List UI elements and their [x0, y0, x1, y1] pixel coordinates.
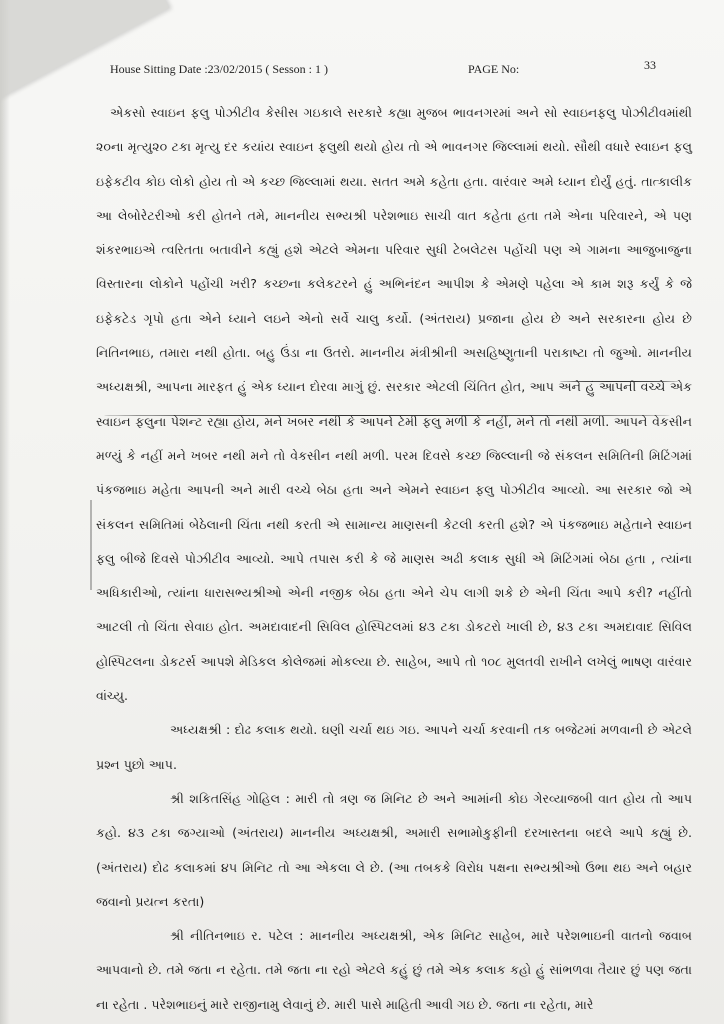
speaker-name: શ્રી શકિતસિંહ ગોહિલ :	[170, 790, 290, 806]
speech-nitinbhai-patel	[96, 919, 692, 1022]
speech-text: મારી તો ત્રણ જ મિનિટ છે અને આમાંની કોઇ ગેરવ્યાજબી વાત હોય તો આપ કહો. ૪૩ ટકા જગ્યાઓ (અંતરાય) માનનીય અધ્યક્ષશ્રી, અમારી સભામોકુફીની દરખાસ્તના બદલે આપે કહ્યું છે.(અંતરાય) દોઢ કલાકમાં ૪૫ મિનિટ તો આ એકલા લે છે. (આ તબકકે વિરોધ પક્ષના સભ્યશ્રીઓ ઉભા થઇ અને બહાર જવાનો પ્રયત્ન કરતા)	[96, 790, 692, 909]
sitting-date: House Sitting Date :23/02/2015 ( Sesson : 1 )	[110, 62, 328, 76]
pen-underline	[560, 381, 678, 383]
paragraph-main: એકસો સ્વાઇન ફલુ પોઝીટીવ કેસીસ ગઇકાલે સરકારે કહ્યા મુજબ ભાવનગરમાં અને સો સ્વાઇનફલુ પોઝીટીવમાંથી ૨૦ના મૃત્યુ૨૦ ટકા મૃત્યુ દર કયાંય સ્વાઇન ફલુથી થયો હોય તો એ ભાવનગર જિલ્લામાં થયો. સૌથી વધારે સ્વાઇન ફલુ ઇફેકટીવ કોઇ લોકો હોય તો એ કચ્છ જિલ્લામાં થયા. સતત અમે કહેતા હતા. વારંવાર અમે ધ્યાન દોર્યું હતું. તાત્કાલીક આ લેબોરેટરીઓ કરી હોતને તમે, માનનીય સભ્યશ્રી પરેશભાઇ સાચી વાત કહેતા હતા તમે એના પરિવારને, એ પણ શંકરભાઇએ ત્વરિતતા બતાવીને કહ્યું હશે એટલે એમના પરિવાર સુધી ટેબલેટસ પહોંચી પણ એ ગામના આજુબાજુના વિસ્તારના લોકોને પહોંચી ખરી? કચ્છના કલેકટરને હું અભિનંદન આપીશ કે એમણે પહેલા એ કામ શરૂ કર્યું કે જે ઇફેકટેડ ગૃપો હતા એને ધ્યાને લઇને એનો સર્વે ચાલુ કર્યો. (અંતરાય) પ્રજાના હોય છે અને સરકારના હોય છે નિતિનભાઇ, તમારા નથી હોતા. બહુ ઉંડા ના ઉતરો. માનનીય મંત્રીશ્રીની અસહિષ્ણુતાની પરાકાષ્ટા તો જુઓ. માનનીય અધ્યક્ષશ્રી, આપના મારફત હું એક ધ્યાન દોરવા માગું છું. સરકાર એટલી ચિંતિત હોત, આપ અને હું આપની વચ્ચે એક સ્વાઇન ફલુના પેશન્ટ રહ્યા હોય, મને ખબર નથી કે આપને ટેમી ફલુ મળી કે નહીં, મને તો નથી મળી. આપને વેકસીન મળ્યું કે નહીં મને ખબર નથી મને તો વેકસીન નથી મળી. પરમ દિવસે કચ્છ જિલ્લાની જે સંકલન સમિતિની મિટિંગમાં પંકજભાઇ મહેતા આપની અને મારી વચ્ચે બેઠા હતા અને એમને સ્વાઇન ફલુ પોઝીટીવ આવ્યો. આ સરકાર જો એ સંકલન સમિતિમાં બેઠેલાની ચિંતા નથી કરતી એ સામાન્ય માણસની કેટલી કરતી હશે? એ પંકજભાઇ મહેતાને સ્વાઇન ફલુ બીજે દિવસે પોઝીટીવ આવ્યો. આપે તપાસ કરી કે જે માણસ અઢી કલાક સુધી એ મિટિંગમાં બેઠા હતા , ત્યાંના અધિકારીઓ, ત્યાંના ધારાસભ્યશ્રીઓ એની નજીક બેઠા હતા એને ચેપ લાગી શકે છે એની ચિંતા આપે કરી? નહીંતો આટલી તો ચિંતા સેવાઇ હોત. અમદાવાદની સિવિલ હોસ્પિટલમાં ૪૩ ટકા ડોકટરો ખાલી છે, ૪૩ ટકા અમદાવાદ સિવિલ હોસ્પિટલના ડોકટર્સ આપશે મેડિકલ કોલેજમાં મોકલ્યા છે. સાહેબ, આપે તો ૧૦૮ મુલતવી રાખીને લખેલું ભાષણ વારંવાર વાંચ્યુ.	[96, 105, 692, 704]
pen-underline	[104, 415, 670, 417]
speaker-name: અધ્યક્ષશ્રી :	[170, 722, 231, 738]
speech-shaktisinh-gohil	[96, 782, 692, 919]
document-body	[96, 96, 692, 1022]
speaker-name: શ્રી નીતિનભાઇ ર. પટેલ :	[170, 928, 304, 944]
speech-text: માનનીય અધ્યક્ષશ્રી, એક મિનિટ સાહેબ, મારે પરેશભાઇની વાતનો જવાબ આપવાનો છે. તમે જતા ન રહેતા. તમે જતા ના રહો એટલે કહું છું તમે એક કલાક કહો હું સાંભળવા તૈયાર છું પણ જતા ના રહેતા . પરેશભાઇનું મારે રાજીનામુ લેવાનું છે. મારી પાસે માહિતી આવી ગઇ છે. જતા ના રહેતા, મારે	[96, 928, 692, 1012]
page-number: 33	[644, 58, 656, 72]
page-header	[110, 58, 684, 78]
page-edge-shadow	[0, 0, 10, 1024]
margin-pen-mark	[90, 500, 92, 590]
page-label: PAGE No:	[468, 62, 520, 76]
speech-text: દોઢ કલાક થયો. ઘણી ચર્ચા થઇ ગઇ. આપને ચર્ચા કરવાની તક બજેટમાં મળવાની છે એટલે પ્રશ્ન પુછો આપ.	[96, 722, 692, 772]
speech-speaker-chair	[96, 713, 692, 782]
folded-corner	[0, 0, 169, 102]
